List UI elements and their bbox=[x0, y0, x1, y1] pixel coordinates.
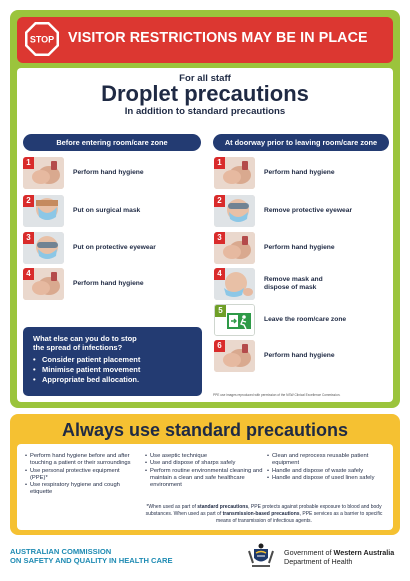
entering-step-3 bbox=[23, 232, 201, 264]
infection-control-tips bbox=[23, 327, 202, 396]
stop-sign-icon bbox=[24, 21, 60, 57]
leaving-step-2 bbox=[214, 195, 390, 227]
surgical-mask-photo: 2 bbox=[23, 195, 64, 227]
hand-hygiene-photo: 1 bbox=[214, 157, 255, 189]
acsqhc-line1: AUSTRALIAN COMMISSION bbox=[10, 547, 112, 556]
entering-step-1 bbox=[23, 157, 201, 189]
leaving-step-6 bbox=[214, 340, 390, 372]
step-label: Remove mask and dispose of mask bbox=[264, 276, 323, 291]
wa-coat-of-arms-icon bbox=[246, 541, 276, 571]
exit-sign-icon: 5 bbox=[214, 304, 255, 336]
step-label: Remove protective eyewear bbox=[264, 207, 353, 214]
list-item: • Perform routine environmental cleaning and maintain a clean and safe healthcare environment bbox=[145, 468, 263, 490]
hand-hygiene-photo: 3 bbox=[214, 232, 255, 264]
wa-dept-line: Department of Health bbox=[284, 557, 353, 566]
audience-label: For all staff bbox=[179, 73, 231, 84]
image-credit: PPE use images reproduced with permission of the NSW Clinical Excellence Commission. bbox=[213, 393, 341, 397]
acsqhc-logo bbox=[10, 547, 173, 565]
standard-list-col3 bbox=[267, 453, 391, 482]
acsqhc-line2: ON SAFETY AND QUALITY IN HEALTH CARE bbox=[10, 556, 173, 565]
list-item: • Appropriate bed allocation. bbox=[33, 375, 192, 385]
list-item: • Consider patient placement bbox=[33, 355, 192, 365]
list-item: • Clean and reprocess reusable patient equipment bbox=[267, 453, 391, 468]
before-leaving-header: At doorway prior to leaving room/care zone bbox=[213, 134, 389, 151]
page-title: Droplet precautions bbox=[101, 81, 309, 106]
leaving-step-3 bbox=[214, 232, 390, 264]
list-item: • Use and dispose of sharps safely bbox=[145, 460, 263, 467]
tips-question: What else can you do to stop the spread of infections? bbox=[33, 334, 137, 352]
step-label: Perform hand hygiene bbox=[264, 352, 335, 359]
page-subtitle: In addition to standard precautions bbox=[124, 106, 286, 117]
tips-list bbox=[33, 355, 192, 385]
entering-step-4 bbox=[23, 268, 201, 300]
stop-text: STOP bbox=[29, 34, 55, 45]
step-label: Perform hand hygiene bbox=[264, 169, 335, 176]
step-label: Leave the room/care zone bbox=[264, 316, 347, 323]
step-label: Put on protective eyewear bbox=[73, 244, 156, 251]
leaving-step-4 bbox=[214, 268, 390, 300]
step-label: Perform hand hygiene bbox=[264, 244, 335, 251]
step-label: Put on surgical mask bbox=[73, 207, 141, 214]
hand-hygiene-photo: 4 bbox=[23, 268, 64, 300]
leaving-step-5 bbox=[214, 304, 390, 336]
ppe-footnote: *When used as part of standard precautions, PPE protects against probable exposure to blood and body substances. When used as part of transmission-based precautions, PPE services as a barrier to specific means of transmission of infectious agents. bbox=[145, 504, 383, 524]
banner-text: VISITOR RESTRICTIONS MAY BE IN PLACE bbox=[68, 30, 368, 46]
list-item: • Use respiratory hygiene and cough etiquette bbox=[25, 482, 133, 497]
hand-hygiene-photo: 1 bbox=[23, 157, 64, 189]
standard-precautions-title: Always use standard precautions bbox=[61, 420, 349, 440]
list-item: • Handle and dispose of used linen safely bbox=[267, 475, 391, 482]
remove-eyewear-photo: 2 bbox=[214, 195, 255, 227]
standard-list-col2 bbox=[145, 453, 263, 489]
wa-health-logo bbox=[284, 548, 394, 566]
list-item: • Use personal protective equipment (PPE)* bbox=[25, 468, 133, 483]
list-item: • Minimise patient movement bbox=[33, 365, 192, 375]
entering-step-2 bbox=[23, 195, 201, 227]
standard-list-col1 bbox=[25, 453, 133, 497]
before-entering-header: Before entering room/care zone bbox=[23, 134, 201, 151]
remove-mask-photo: 4 bbox=[214, 268, 255, 300]
hand-hygiene-photo: 6 bbox=[214, 340, 255, 372]
list-item: • Handle and dispose of waste safely bbox=[267, 468, 391, 475]
leaving-step-1 bbox=[214, 157, 390, 189]
wa-gov-line: Government of Western Australia bbox=[284, 548, 395, 557]
step-label: Perform hand hygiene bbox=[73, 169, 144, 176]
protective-eyewear-photo: 3 bbox=[23, 232, 64, 264]
list-item: • Perform hand hygiene before and after touching a patient or their surroundings bbox=[25, 453, 133, 468]
step-label: Perform hand hygiene bbox=[73, 280, 144, 287]
list-item: • Use aseptic technique bbox=[145, 453, 263, 460]
